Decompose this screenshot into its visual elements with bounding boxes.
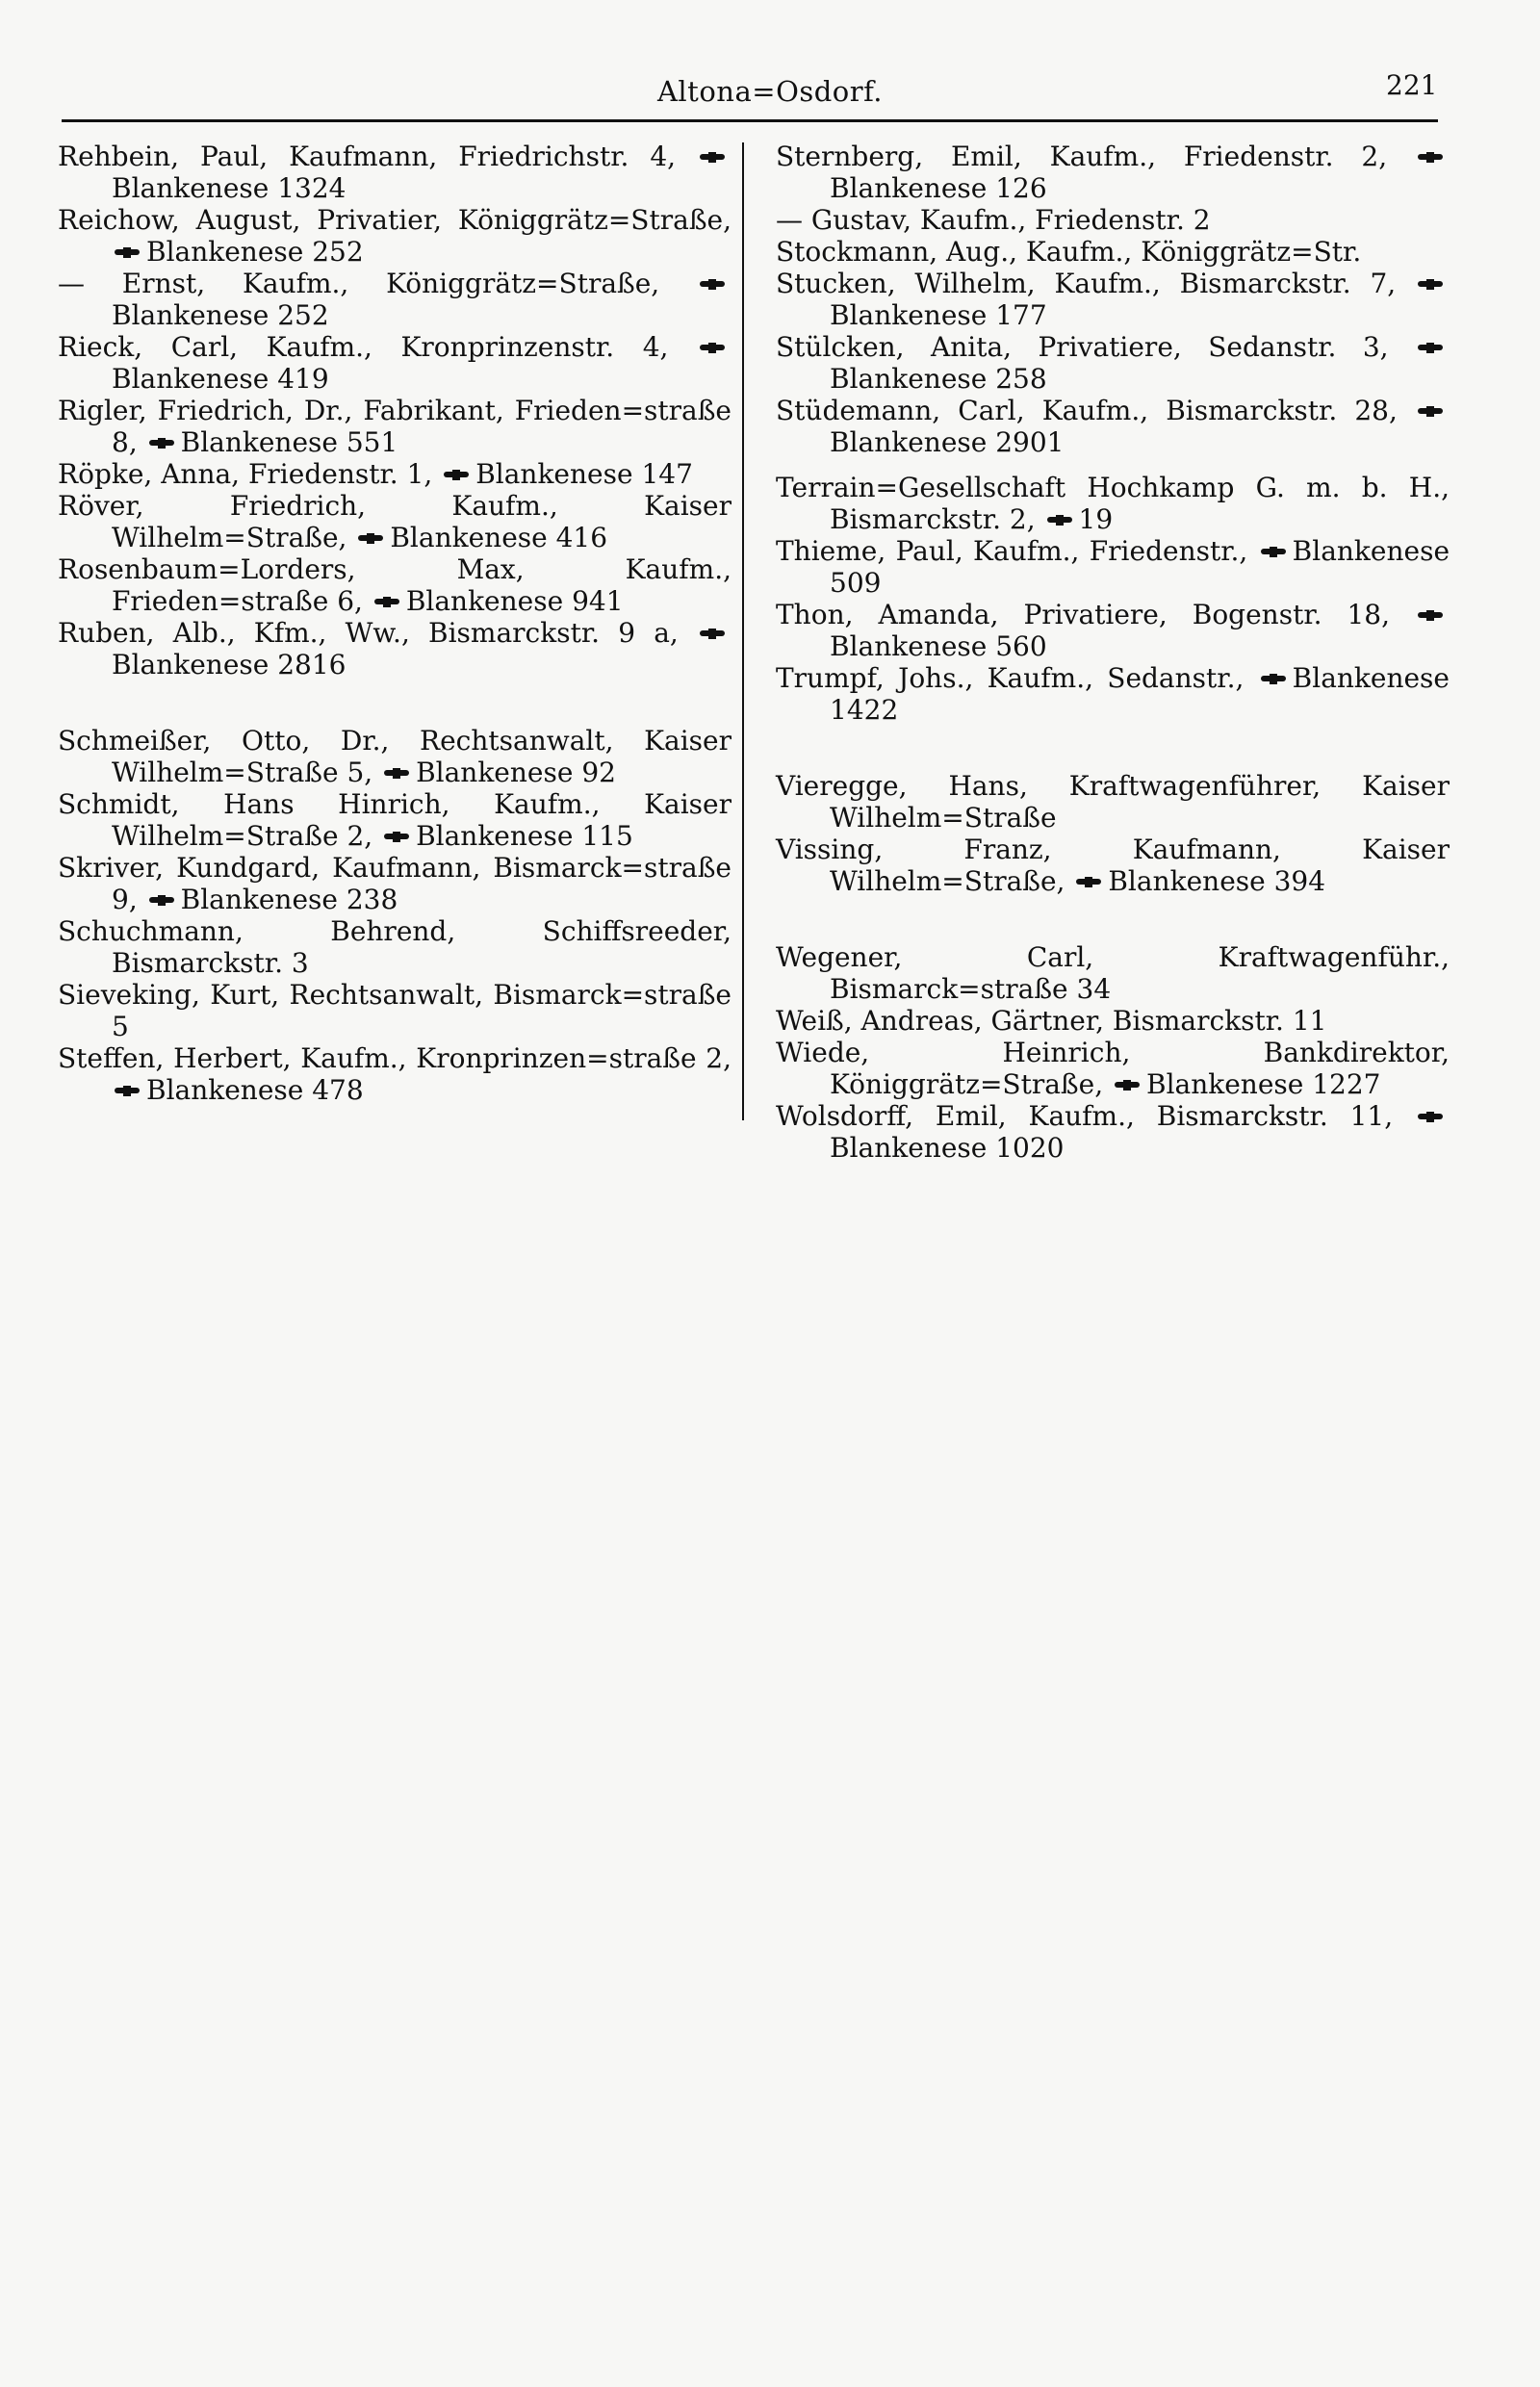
section-gap (776, 458, 1450, 472)
telephone-icon (374, 597, 399, 607)
entry-name: Sieveking, Kurt, Rechtsanwalt, Bismarck=straße 5 (58, 979, 732, 1042)
entry-name: Steffen, Herbert, Kaufm., Kronprinzen=straße 2, (58, 1042, 732, 1074)
entry-phone: Blankenese 478 (146, 1074, 364, 1106)
telephone-icon (1261, 674, 1286, 684)
directory-entry (776, 834, 1450, 897)
entry-name: Vieregge, Hans, Kraftwagenführer, Kaiser Wilhelm=Straße (776, 770, 1450, 834)
telephone-icon (1261, 547, 1286, 557)
directory-entry (58, 458, 732, 490)
telephone-icon (700, 152, 725, 163)
entry-name: — Ernst, Kaufm., Königgrätz=Straße, (58, 268, 660, 299)
directory-entry (776, 1037, 1450, 1100)
entry-name: Wiede, Heinrich, Bankdirektor, Königgrätz=Straße, (776, 1037, 1450, 1100)
telephone-icon (700, 279, 725, 290)
directory-entry (776, 472, 1450, 535)
page-title: Altona=Osdorf. (656, 75, 884, 108)
telephone-icon (115, 247, 140, 258)
directory-entry (58, 553, 732, 617)
entry-name: Schuchmann, Behrend, Schiffsreeder, Bismarckstr. 3 (58, 915, 732, 979)
entry-phone: Blankenese 126 (830, 172, 1047, 204)
entry-name: Terrain=Gesellschaft Hochkamp G. m. b. H., Bismarckstr. 2, (776, 472, 1450, 535)
directory-entry (776, 236, 1450, 268)
entry-name: Sternberg, Emil, Kaufm., Friedenstr. 2, (776, 141, 1388, 172)
entry-name: Schmidt, Hans Hinrich, Kaufm., Kaiser Wilhelm=Straße 2, (58, 788, 732, 852)
directory-entry (776, 770, 1450, 834)
directory-entry (58, 204, 732, 268)
telephone-icon (1047, 515, 1072, 526)
entry-phone: Blankenese 1422 (830, 662, 1450, 726)
directory-entry (58, 1042, 732, 1106)
telephone-icon (149, 438, 174, 449)
telephone-icon (1115, 1080, 1140, 1091)
header-rule (62, 119, 1438, 122)
entry-phone: Blankenese 1324 (112, 172, 346, 204)
entry-name: Vissing, Franz, Kaufmann, Kaiser Wilhelm=Straße, (776, 834, 1450, 897)
entry-phone: Blankenese 419 (112, 363, 329, 395)
directory-entry (776, 535, 1450, 599)
entry-phone: Blankenese 252 (146, 236, 364, 268)
entry-name: Stucken, Wilhelm, Kaufm., Bismarckstr. 7, (776, 268, 1397, 299)
telephone-icon (444, 470, 469, 480)
telephone-icon (115, 1086, 140, 1096)
entry-phone: Blankenese 560 (830, 630, 1047, 662)
entry-name: Ruben, Alb., Kfm., Ww., Bismarckstr. 9 a, (58, 617, 679, 649)
entry-phone: Blankenese 258 (830, 363, 1047, 395)
entry-name: Skriver, Kundgard, Kaufmann, Bismarck=straße 9, (58, 852, 732, 915)
column-divider (742, 142, 744, 1120)
entry-name: Rieck, Carl, Kaufm., Kronprinzenstr. 4, (58, 331, 669, 363)
directory-entry (776, 141, 1450, 204)
directory-entry (58, 141, 732, 204)
entry-name: Trumpf, Johs., Kaufm., Sedanstr., (776, 662, 1245, 694)
entry-name: — Gustav, Kaufm., Friedenstr. 2 (776, 204, 1211, 236)
entry-name: Wegener, Carl, Kraftwagenführ., Bismarck=straße 34 (776, 941, 1450, 1005)
entry-phone: Blankenese 1227 (1146, 1068, 1381, 1100)
directory-entry (58, 331, 732, 395)
entry-name: Röpke, Anna, Friedenstr. 1, (58, 458, 433, 490)
telephone-icon (384, 768, 409, 779)
entry-name: Rosenbaum=Lorders, Max, Kaufm., Frieden=straße 6, (58, 553, 732, 617)
telephone-icon (358, 533, 383, 544)
telephone-icon (1418, 610, 1443, 621)
entry-phone: Blankenese 147 (475, 458, 693, 490)
telephone-icon (1418, 406, 1443, 417)
page-number: 221 (1386, 69, 1438, 101)
entry-name: Röver, Friedrich, Kaufm., Kaiser Wilhelm=Straße, (58, 490, 732, 553)
entry-name: Rehbein, Paul, Kaufmann, Friedrichstr. 4, (58, 141, 677, 172)
directory-entry (58, 979, 732, 1042)
directory-entry (58, 852, 732, 915)
directory-entry (776, 1005, 1450, 1037)
entry-name: Thieme, Paul, Kaufm., Friedenstr., (776, 535, 1248, 567)
entry-name: Reichow, August, Privatier, Königgrätz=Straße, (58, 204, 732, 236)
entry-phone: Blankenese 92 (416, 757, 616, 788)
entry-name: Wolsdorff, Emil, Kaufm., Bismarckstr. 11, (776, 1100, 1394, 1132)
entry-phone: 19 (1078, 503, 1114, 535)
telephone-icon (1418, 279, 1443, 290)
left-column (58, 141, 732, 1106)
telephone-icon (384, 832, 409, 842)
directory-entry (776, 599, 1450, 662)
directory-entry (776, 331, 1450, 395)
entry-phone: Blankenese 2901 (830, 426, 1065, 458)
telephone-icon (1418, 343, 1443, 353)
entry-phone: Blankenese 252 (112, 299, 329, 331)
directory-entry (776, 268, 1450, 331)
entry-name: Schmeißer, Otto, Dr., Rechtsanwalt, Kaiser Wilhelm=Straße 5, (58, 725, 732, 788)
telephone-icon (1076, 877, 1101, 887)
telephone-icon (149, 895, 174, 906)
section-gap (776, 897, 1450, 941)
directory-entry (58, 915, 732, 979)
directory-entry (58, 788, 732, 852)
directory-entry (776, 1100, 1450, 1164)
directory-entry (58, 617, 732, 680)
directory-entry (776, 204, 1450, 236)
section-gap (58, 680, 732, 725)
entry-name: Rigler, Friedrich, Dr., Fabrikant, Frieden=straße 8, (58, 395, 732, 458)
entry-phone: Blankenese 238 (180, 884, 398, 915)
telephone-icon (700, 629, 725, 639)
telephone-icon (700, 343, 725, 353)
right-column (776, 141, 1450, 1164)
entry-phone: Blankenese 177 (830, 299, 1047, 331)
directory-entry (58, 395, 732, 458)
entry-phone: Blankenese 416 (390, 522, 608, 553)
entry-phone: Blankenese 115 (416, 820, 633, 852)
entry-phone: Blankenese 941 (405, 585, 624, 617)
entry-phone: Blankenese 509 (830, 535, 1450, 599)
directory-entry (58, 725, 732, 788)
entry-phone: Blankenese 1020 (830, 1132, 1065, 1164)
entry-name: Stüdemann, Carl, Kaufm., Bismarckstr. 28, (776, 395, 1398, 426)
entry-phone: Blankenese 2816 (112, 649, 346, 680)
directory-entry (776, 662, 1450, 726)
entry-name: Weiß, Andreas, Gärtner, Bismarckstr. 11 (776, 1005, 1327, 1037)
entry-name: Stülcken, Anita, Privatiere, Sedanstr. 3, (776, 331, 1389, 363)
telephone-icon (1418, 1112, 1443, 1122)
directory-entry (58, 490, 732, 553)
entry-name: Thon, Amanda, Privatiere, Bogenstr. 18, (776, 599, 1391, 630)
directory-entry (776, 395, 1450, 458)
section-gap (776, 726, 1450, 770)
entry-name: Stockmann, Aug., Kaufm., Königgrätz=Str. (776, 236, 1362, 268)
directory-entry (58, 268, 732, 331)
directory-entry (776, 941, 1450, 1005)
entry-phone: Blankenese 551 (180, 426, 398, 458)
entry-phone: Blankenese 394 (1108, 865, 1326, 897)
telephone-icon (1418, 152, 1443, 163)
